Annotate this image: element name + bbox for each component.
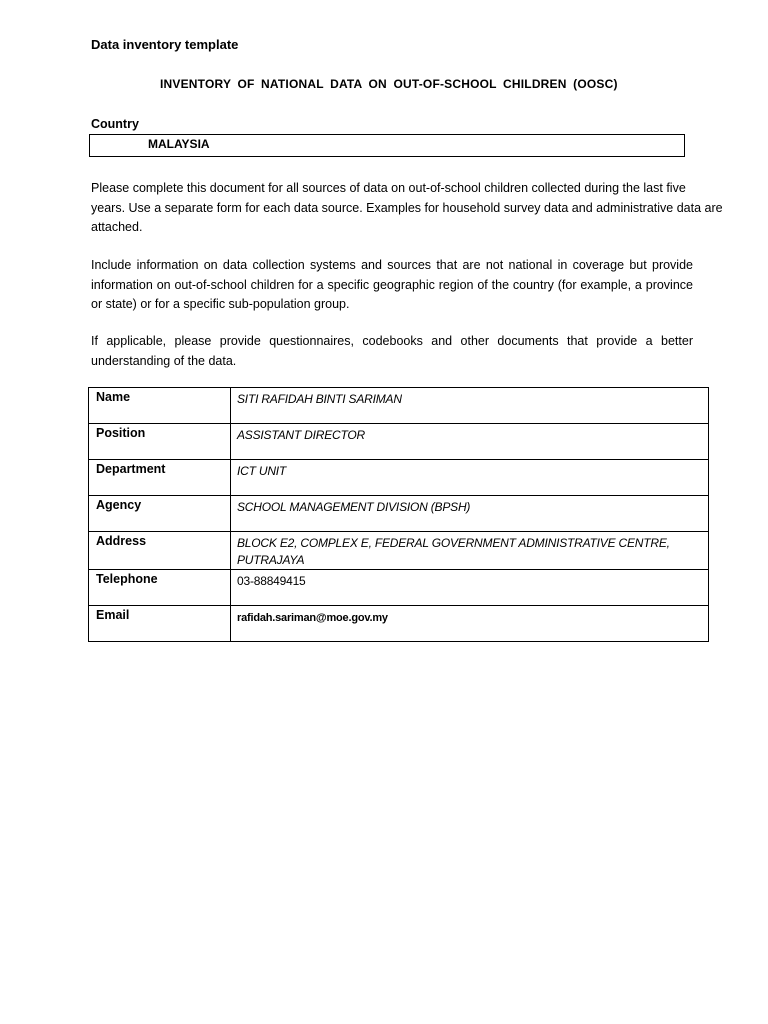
department-label: Department xyxy=(89,460,231,496)
instruction-paragraph-2: Include information on data collection systems and sources that are not national in coverage but provide information on out-of-school children for a specific geographic region of the country (for example, a province or state) or for a specific sub-population group. xyxy=(91,258,693,311)
country-value: MALAYSIA xyxy=(148,137,210,151)
table-row xyxy=(89,388,709,424)
address-label: Address xyxy=(89,532,231,570)
table-row xyxy=(89,424,709,460)
agency-label: Agency xyxy=(89,496,231,532)
table-row xyxy=(89,460,709,496)
email-label: Email xyxy=(89,606,231,642)
table-row xyxy=(89,570,709,606)
instruction-paragraph-1: Please complete this document for all sources of data on out-of-school children collected during the last five years. Use a separate form for each data source. Examples for household survey data and administrative data are attached. xyxy=(91,181,723,234)
address-value: BLOCK E2, COMPLEX E, FEDERAL GOVERNMENT ADMINISTRATIVE CENTRE, PUTRAJAYA xyxy=(231,532,709,570)
position-value: ASSISTANT DIRECTOR xyxy=(231,424,709,460)
document-title: Data inventory template xyxy=(91,37,239,52)
table-row xyxy=(89,496,709,532)
table-row xyxy=(89,532,709,570)
position-label: Position xyxy=(89,424,231,460)
name-label: Name xyxy=(89,388,231,424)
instruction-paragraph-3: If applicable, please provide questionnaires, codebooks and other documents that provide a better understanding of the data. xyxy=(91,334,693,368)
email-value: rafidah.sariman@moe.gov.my xyxy=(231,606,709,642)
department-value: ICT UNIT xyxy=(231,460,709,496)
telephone-label: Telephone xyxy=(89,570,231,606)
name-value: SITI RAFIDAH BINTI SARIMAN xyxy=(231,388,709,424)
country-field xyxy=(89,134,685,157)
document-heading: INVENTORY OF NATIONAL DATA ON OUT-OF-SCHOOL CHILDREN (OOSC) xyxy=(160,77,618,91)
country-label: Country xyxy=(91,117,139,131)
telephone-value: 03-88849415 xyxy=(231,570,709,606)
table-row xyxy=(89,606,709,642)
contact-info-table xyxy=(88,387,709,642)
agency-value: SCHOOL MANAGEMENT DIVISION (BPSH) xyxy=(231,496,709,532)
